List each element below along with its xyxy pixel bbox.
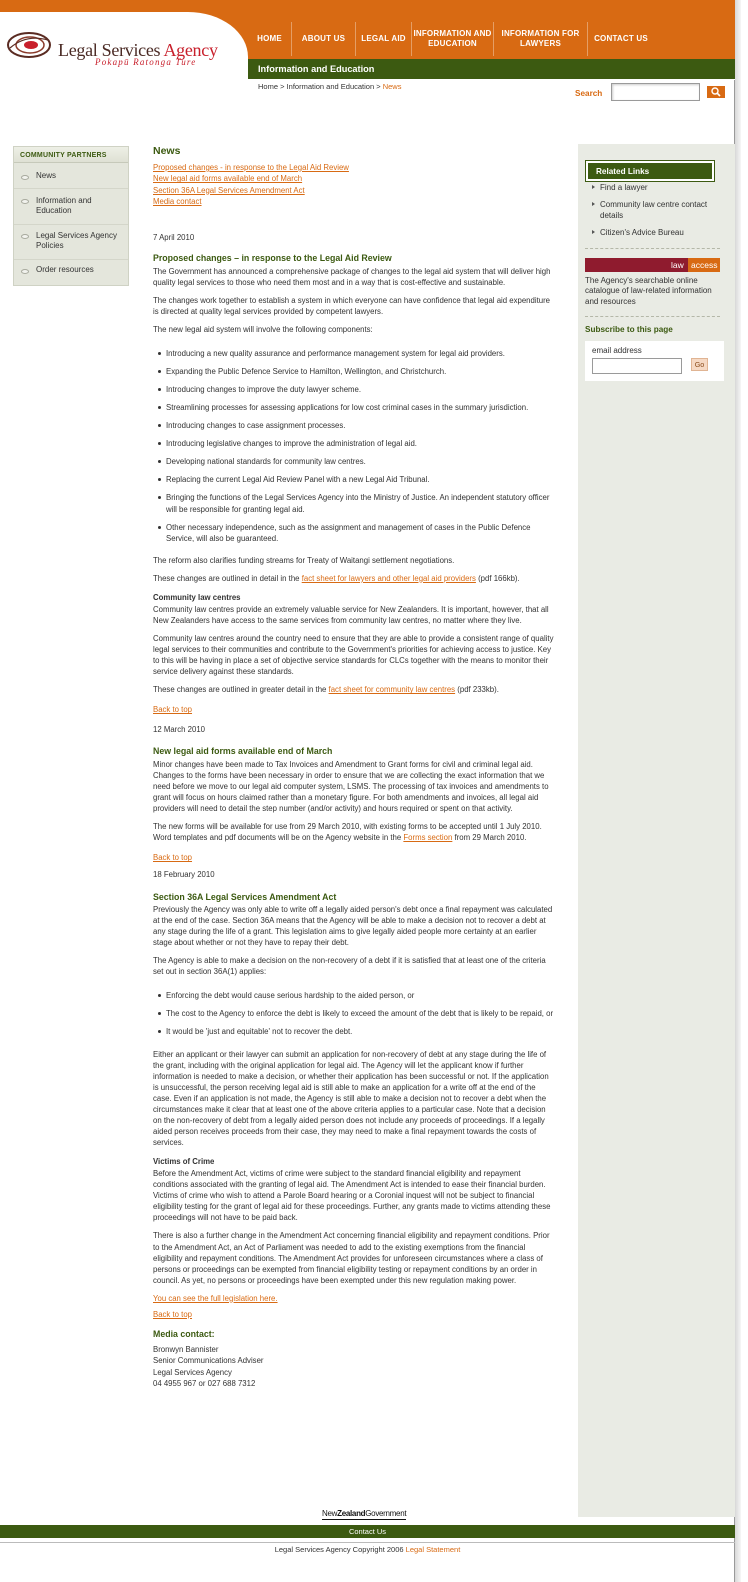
list-item: Introducing legislative changes to improve the administration of legal aid.	[153, 438, 555, 449]
contact-us-link[interactable]: Contact Us	[348, 1527, 387, 1536]
back-to-top-link[interactable]: Back to top	[153, 1309, 193, 1319]
full-legislation-link[interactable]: You can see the full legislation here.	[153, 1293, 278, 1303]
list-item: Introducing changes to improve the duty lawyer scheme.	[153, 384, 555, 395]
table-of-contents	[153, 162, 555, 207]
related-link-find-a-lawyer[interactable]: Find a lawyer	[590, 183, 730, 193]
sidebar-item-label: Information and Education	[36, 196, 92, 216]
sidebar-item-news[interactable]	[14, 163, 128, 189]
text: (pdf 233kb).	[455, 685, 499, 695]
email-label: email address	[592, 346, 642, 355]
paragraph: The Government has announced a comprehensive package of changes to the legal aid system that will deliver high quality legal services to those who need them most and in a way that is cost-effective and sustainable.	[153, 266, 551, 287]
paragraph: The changes work together to establish a system in which everyone can have confidence that legal aid expenditure is directed at quality legal services provided by competent lawyers.	[153, 295, 551, 316]
toc-link-media-contact[interactable]: Media contact	[153, 196, 202, 206]
media-contact-heading: Media contact:	[153, 1328, 215, 1339]
nav-information-for-lawyers[interactable]: INFORMATION FOR LAWYERS	[494, 22, 588, 56]
nav-information-and-education[interactable]: INFORMATION AND EDUCATION	[412, 22, 494, 56]
contact-role: Senior Communications Adviser	[153, 1356, 264, 1366]
sidebar-item-order-resources[interactable]	[14, 260, 128, 282]
nav-home[interactable]: HOME	[248, 22, 292, 56]
lawaccess-description: The Agency's searchable online catalogue of law-related information and resources	[585, 276, 712, 306]
sidebar-item-label: Order resources	[36, 265, 94, 274]
contact-phone: 04 4955 967 or 027 688 7312	[153, 1378, 256, 1388]
paragraph	[153, 821, 555, 843]
back-to-top-link[interactable]: Back to top	[153, 853, 193, 863]
forms-section-link[interactable]: Forms section	[403, 833, 453, 843]
sidebar-item-information-and-education[interactable]	[14, 189, 128, 225]
contact-org: Legal Services Agency	[153, 1367, 232, 1377]
logo-tagline: Pokapū Ratonga Ture	[95, 57, 197, 67]
paragraph	[153, 684, 555, 695]
breadcrumb-current: News	[382, 82, 402, 91]
text: These changes are outlined in detail in the	[153, 573, 302, 583]
related-links-list	[590, 183, 730, 246]
list-item: It would be 'just and equitable' not to recover the debt.	[153, 1026, 555, 1037]
list-item: Developing national standards for community law centres.	[153, 456, 555, 467]
nz-government-logo[interactable]	[322, 1509, 406, 1520]
email-field[interactable]	[592, 358, 682, 374]
breadcrumb-separator: >	[278, 82, 287, 91]
criteria-list	[153, 990, 555, 1037]
fact-sheet-lawyers-link[interactable]: fact sheet for lawyers and other legal aid providers	[301, 573, 476, 583]
paragraph: Before the Amendment Act, victims of crime were subject to the standard financial eligibility and repayment conditions associated with the granting of legal aid. The Amendment Act is intended to ease their financial burden. Victims of crime who wish to attend a Parole Board hearing or a Coronial inquest will not be subject to financial eligibility testing for the grant of legal aid for these proceedings. Further, any grants made to victims attending these proceedings will not have to be paid back.	[153, 1169, 551, 1223]
sidebar-item-label: Legal Services Agency Policies	[36, 231, 117, 251]
breadcrumb	[258, 82, 401, 93]
paragraph: The new legal aid system will involve the following components:	[153, 324, 373, 334]
paragraph: Either an applicant or their lawyer can submit an application for non-recovery of debt at any stage during the life of the grant, including with the original application for legal aid. The Agency will let the applicant know if further information is needed to make a decision, or whether their application has been successful or not. If the application is unsuccessful, the person receiving legal aid is still able to make an application for a write off at the end of the case. Even if an application is not made, the Agency is still able to make a decision not to recover a debt when the circumstances make it clear that at least one of the above criteria applies to a particular case. Note that a decision on the non-recovery of debt from a legally aided person does not include any proceeds of proceedings. If a legally aided person receives proceeds from their case, they may need to make a final repayment towards the costs of services.	[153, 1049, 549, 1148]
bullet-icon	[21, 234, 29, 239]
article-date: 18 February 2010	[153, 870, 215, 880]
text: (pdf 166kb).	[475, 573, 520, 583]
search-input[interactable]	[611, 83, 700, 101]
nav-legal-aid[interactable]: LEGAL AID	[356, 22, 412, 56]
footer-bar	[0, 1525, 735, 1538]
section-title: Information and Education	[258, 64, 375, 74]
breadcrumb-separator: >	[374, 82, 383, 91]
list-item: Expanding the Public Defence Service to Hamilton, Wellington, and Christchurch.	[153, 366, 555, 377]
list-item: Other necessary independence, such as the assignment and management of cases in the Public Defence Service, will also be guaranteed.	[153, 522, 555, 544]
nzgov-new: New	[322, 1509, 338, 1518]
bullet-icon	[21, 199, 29, 204]
search-label: Search	[575, 89, 603, 98]
logo-swirl-icon	[6, 30, 52, 60]
toc-link-new-forms[interactable]: New legal aid forms available end of March	[153, 174, 303, 184]
toc-link-proposed-changes[interactable]: Proposed changes - in response to the Legal Aid Review	[153, 162, 349, 172]
nav-about-us[interactable]: ABOUT US	[292, 22, 356, 56]
paragraph	[153, 1293, 555, 1304]
copyright-text: Legal Services Agency Copyright 2006	[274, 1545, 404, 1554]
list-item: Introducing changes to case assignment processes.	[153, 420, 555, 431]
paragraph: The reform also clarifies funding streams for Treaty of Waitangi settlement negotiations.	[153, 555, 455, 565]
article-title: Section 36A Legal Services Amendment Act	[153, 891, 337, 902]
related-link-community-law-centre[interactable]: Community law centre contact details	[590, 200, 730, 221]
article-date: 7 April 2010	[153, 233, 195, 243]
lawaccess-right: access	[688, 258, 720, 272]
nzgov-zealand: Zealand	[337, 1509, 366, 1518]
divider	[585, 248, 720, 249]
lawaccess-left: law	[671, 260, 684, 270]
legal-statement-link[interactable]: Legal Statement	[405, 1545, 461, 1554]
main-nav	[248, 22, 654, 58]
copyright	[0, 1545, 735, 1556]
magnifier-icon	[711, 87, 721, 97]
main-content	[153, 144, 555, 1389]
article-date: 12 March 2010	[153, 725, 206, 735]
toc-link-section-36a[interactable]: Section 36A Legal Services Amendment Act	[153, 185, 305, 195]
text: The new forms will be available for use from 29 March 2010, with existing forms to be accepted until 1 July 2010. Word templates and pdf documents will be on the Agency website in the	[153, 822, 542, 843]
lawaccess-banner[interactable]	[585, 258, 718, 272]
list-item: Introducing a new quality assurance and performance management system for legal aid providers.	[153, 348, 555, 359]
bullet-icon	[21, 175, 29, 180]
related-links-heading: Related Links	[586, 161, 714, 181]
nzgov-government: Government	[365, 1509, 407, 1518]
nav-contact-us[interactable]: CONTACT US	[594, 33, 648, 43]
list-item: Streamlining processes for assessing applications for low cost criminal cases in the summary jurisdiction.	[153, 402, 555, 413]
logo-title-part1: Legal Services	[58, 40, 164, 60]
logo-title-part2: Agency	[163, 40, 218, 60]
contact-name: Bronwyn Bannister	[153, 1345, 219, 1355]
paragraph: Community law centres around the country need to ensure that they are able to provide a consistent range of quality legal services to their communities and contribute to the Government's priorities for achieving access to justice. Key to this will be having in place a set of objective service standards for CLCs together with the means to monitor their service delivery against these standards.	[153, 634, 554, 677]
paragraph: Minor changes have been made to Tax Invoices and Amendment to Grant forms for civil and criminal legal aid. Changes to the forms have been necessary in order to ensure that we are collecting the exact information that we need before we move to our legal aid computer system, LSMS. The processing of tax invoices and amendments to grant will focus on hours claimed rather than a monetary figure. For both amendments and invoices, all legal aid providers will need to detail the step number (and/or activity) and hours required or spent on that activity.	[153, 759, 549, 814]
subscribe-heading: Subscribe to this page	[585, 325, 673, 334]
page-shadow	[735, 0, 741, 1582]
community-partners-menu	[13, 146, 129, 286]
header	[0, 0, 735, 80]
paragraph: Previously the Agency was only able to write off a legally aided person's debt once a final repayment was calculated at the end of the case. Section 36A means that the Agency will be able to make a decision not to recover a debt at any stage during the life of a grant. This legislation aims to give legally aided people more certainty at an earlier stage about whether or not they have to repay their debt.	[153, 904, 553, 948]
bullet-icon	[21, 269, 29, 274]
list-item: Bringing the functions of the Legal Services Agency into the Ministry of Justice. An independent statutory officer will be responsible for granting legal aid.	[153, 492, 555, 514]
list-item: The cost to the Agency to enforce the debt is likely to exceed the amount of the debt that is likely to be repaid, or	[153, 1008, 555, 1019]
sidebar-item-policies[interactable]	[14, 225, 128, 260]
list-item: Enforcing the debt would cause serious hardship to the aided person, or	[153, 990, 555, 1001]
divider	[585, 316, 720, 317]
community-partners-heading: COMMUNITY PARTNERS	[14, 147, 128, 163]
page-title: News	[153, 145, 181, 157]
footer-divider	[0, 1542, 735, 1543]
subheading: Victims of Crime	[153, 1157, 215, 1167]
media-contact-details	[153, 1344, 555, 1388]
go-button[interactable]: Go	[691, 358, 708, 371]
text: from 29 March 2010.	[452, 833, 527, 843]
search-button[interactable]	[707, 86, 725, 98]
paragraph: The Agency is able to make a decision on the non-recovery of a debt if it is satisfied that at least one of the criteria set out in section 36A(1) applies:	[153, 956, 546, 977]
back-to-top-link[interactable]: Back to top	[153, 705, 193, 715]
breadcrumb-parent[interactable]: Information and Education	[286, 82, 375, 91]
article-title: New legal aid forms available end of March	[153, 746, 333, 757]
list-item: Replacing the current Legal Aid Review Panel with a new Legal Aid Tribunal.	[153, 474, 555, 485]
subheading: Community law centres	[153, 592, 241, 602]
related-link-citizens-advice-bureau[interactable]: Citizen's Advice Bureau	[590, 228, 730, 238]
paragraph: There is also a further change in the Amendment Act concerning financial eligibility and repayment conditions. Prior to the Amendment Act, an Act of Parliament was needed to add to the existing exemptions from the financial eligibility and repayment conditions. The Amendment Act provides for unforeseen circumstances where a class of persons or proceedings can be exempted from financial eligibility testing or repayment conditions by an order in council. As yet, no persons or proceedings have been exempted under this new regulation making power.	[153, 1231, 550, 1285]
paragraph: Community law centres provide an extremely valuable service for New Zealanders. It is important, however, that all New Zealanders have access to the same services from community law centres, no matter where they live.	[153, 604, 549, 625]
components-list	[153, 348, 555, 544]
paragraph	[153, 573, 555, 584]
sidebar-item-label: News	[36, 171, 57, 180]
fact-sheet-clc-link[interactable]: fact sheet for community law centres	[328, 685, 456, 695]
article-title: Proposed changes – in response to the Legal Aid Review	[153, 253, 392, 264]
text: These changes are outlined in greater detail in the	[153, 685, 329, 695]
breadcrumb-home[interactable]: Home	[258, 82, 279, 91]
